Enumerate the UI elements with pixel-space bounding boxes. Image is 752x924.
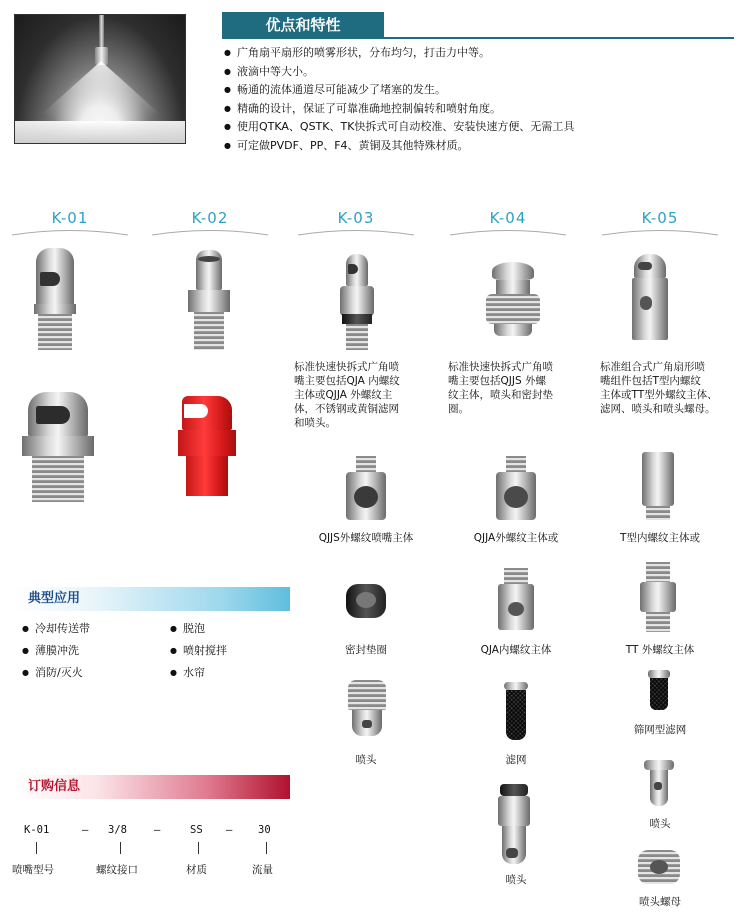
mesh-strainer-image — [646, 670, 672, 712]
k03-tip-caption: 喷头 — [355, 754, 377, 766]
applications-title: 典型应用 — [14, 587, 290, 611]
order-label-flow: 流量 — [252, 864, 273, 876]
feature-item: ● 畅通的流体通道尽可能减少了堵塞的发生。 — [224, 81, 574, 100]
model-k03: K-03 — [296, 208, 416, 234]
k03-tip-image — [344, 680, 390, 738]
k02-nozzle-image — [186, 250, 232, 354]
tip-nut-image — [638, 850, 680, 886]
order-separator: – — [154, 824, 161, 836]
order-tick — [36, 842, 37, 854]
k05-tip-image — [644, 760, 674, 808]
application-item: ● 脱泡 — [170, 620, 205, 636]
spray-photo — [14, 14, 186, 144]
qjja-body-image — [494, 456, 538, 522]
application-item: ● 薄膜冲洗 — [22, 642, 79, 658]
k05-description: 标准组合式广角扇形喷 嘴组件包括T型内螺纹 主体或TT型外螺纹主体、 滤网、喷头和喷头螺母。 — [600, 361, 718, 415]
order-label-model: 喷嘴型号 — [12, 864, 54, 876]
k03-nozzle-image — [334, 254, 380, 352]
model-k04: K-04 — [448, 208, 568, 234]
qjjs-body-image — [344, 456, 388, 522]
strainer-caption: 滤网 — [505, 754, 527, 766]
qjjs-body-caption: QJJS外螺纹喷嘴主体 — [318, 532, 414, 544]
application-item: ● 消防/灭火 — [22, 664, 83, 680]
k04-tip-caption: 喷头 — [505, 874, 527, 886]
model-k05: K-05 — [600, 208, 720, 234]
k01-large-nozzle-image — [22, 392, 94, 504]
order-separator: – — [226, 824, 233, 836]
application-item: ● 冷却传送带 — [22, 620, 90, 636]
order-code-material: SS — [190, 824, 203, 836]
order-separator: – — [82, 824, 89, 836]
order-tick — [266, 842, 267, 854]
strainer-image — [500, 682, 532, 740]
model-k01: K-01 — [10, 208, 130, 234]
feature-item: ● 精确的设计，保证了可靠准确地控制偏转和喷射角度。 — [224, 100, 574, 119]
k04-nozzle-image — [482, 262, 544, 338]
t-body-caption: T型内螺纹主体或 — [620, 532, 700, 544]
features-title: 优点和特性 — [222, 12, 384, 38]
ordering-title: 订购信息 — [14, 775, 290, 799]
spray-floor — [15, 121, 185, 143]
order-label-thread: 螺纹接口 — [96, 864, 138, 876]
spray-pipe — [99, 15, 104, 49]
k05-tip-caption: 喷头 — [649, 818, 671, 830]
tt-body-caption: TT 外螺纹主体 — [625, 644, 695, 656]
gasket-image — [346, 584, 386, 618]
application-item: ● 水帘 — [170, 664, 205, 680]
order-code-flow: 30 — [258, 824, 271, 836]
feature-item: ● 可定做PVDF、PP、F4、黄铜及其他特殊材质。 — [224, 137, 574, 156]
k05-nozzle-image — [630, 254, 670, 342]
order-code-thread: 3/8 — [108, 824, 127, 836]
qja-body-image — [494, 568, 538, 632]
k04-description: 标准快速快拆式广角喷 嘴主要包括QJJS 外螺 纹主体，喷头和密封垫 圈。 — [448, 361, 553, 415]
mesh-strainer-caption: 筛网型滤网 — [633, 724, 687, 736]
features-list — [224, 44, 574, 156]
tt-body-image — [638, 562, 678, 634]
tip-nut-caption: 喷头螺母 — [639, 896, 681, 908]
order-label-material: 材质 — [186, 864, 207, 876]
k03-description: 标准快速快拆式广角喷 嘴主要包括QJA 内螺纹 主体或QJJA 外螺纹主 体，不锈钢或黄铜滤网 和喷头。 — [294, 361, 400, 429]
k01-nozzle-image — [30, 248, 80, 352]
model-k02: K-02 — [150, 208, 270, 234]
gasket-caption: 密封垫圈 — [345, 644, 387, 656]
feature-item: ● 使用QTKA、QSTK、TK快拆式可自动校准、安装快速方便、无需工具 — [224, 118, 574, 137]
qja-body-caption: QJA内螺纹主体 — [480, 644, 552, 656]
k02-red-nozzle-image — [176, 396, 238, 498]
order-tick — [198, 842, 199, 854]
order-tick — [120, 842, 121, 854]
k04-tip-image — [494, 784, 534, 866]
feature-item: ● 广角扇平扇形的喷雾形状，分布均匀，打击力中等。 — [224, 44, 574, 63]
t-body-image — [640, 452, 676, 522]
application-item: ● 喷射搅拌 — [170, 642, 227, 658]
features-divider — [222, 37, 734, 39]
qjja-body-caption: QJJA外螺纹主体或 — [473, 532, 559, 544]
feature-item: ● 液滴中等大小。 — [224, 63, 574, 82]
order-code-model: K-01 — [24, 824, 50, 836]
